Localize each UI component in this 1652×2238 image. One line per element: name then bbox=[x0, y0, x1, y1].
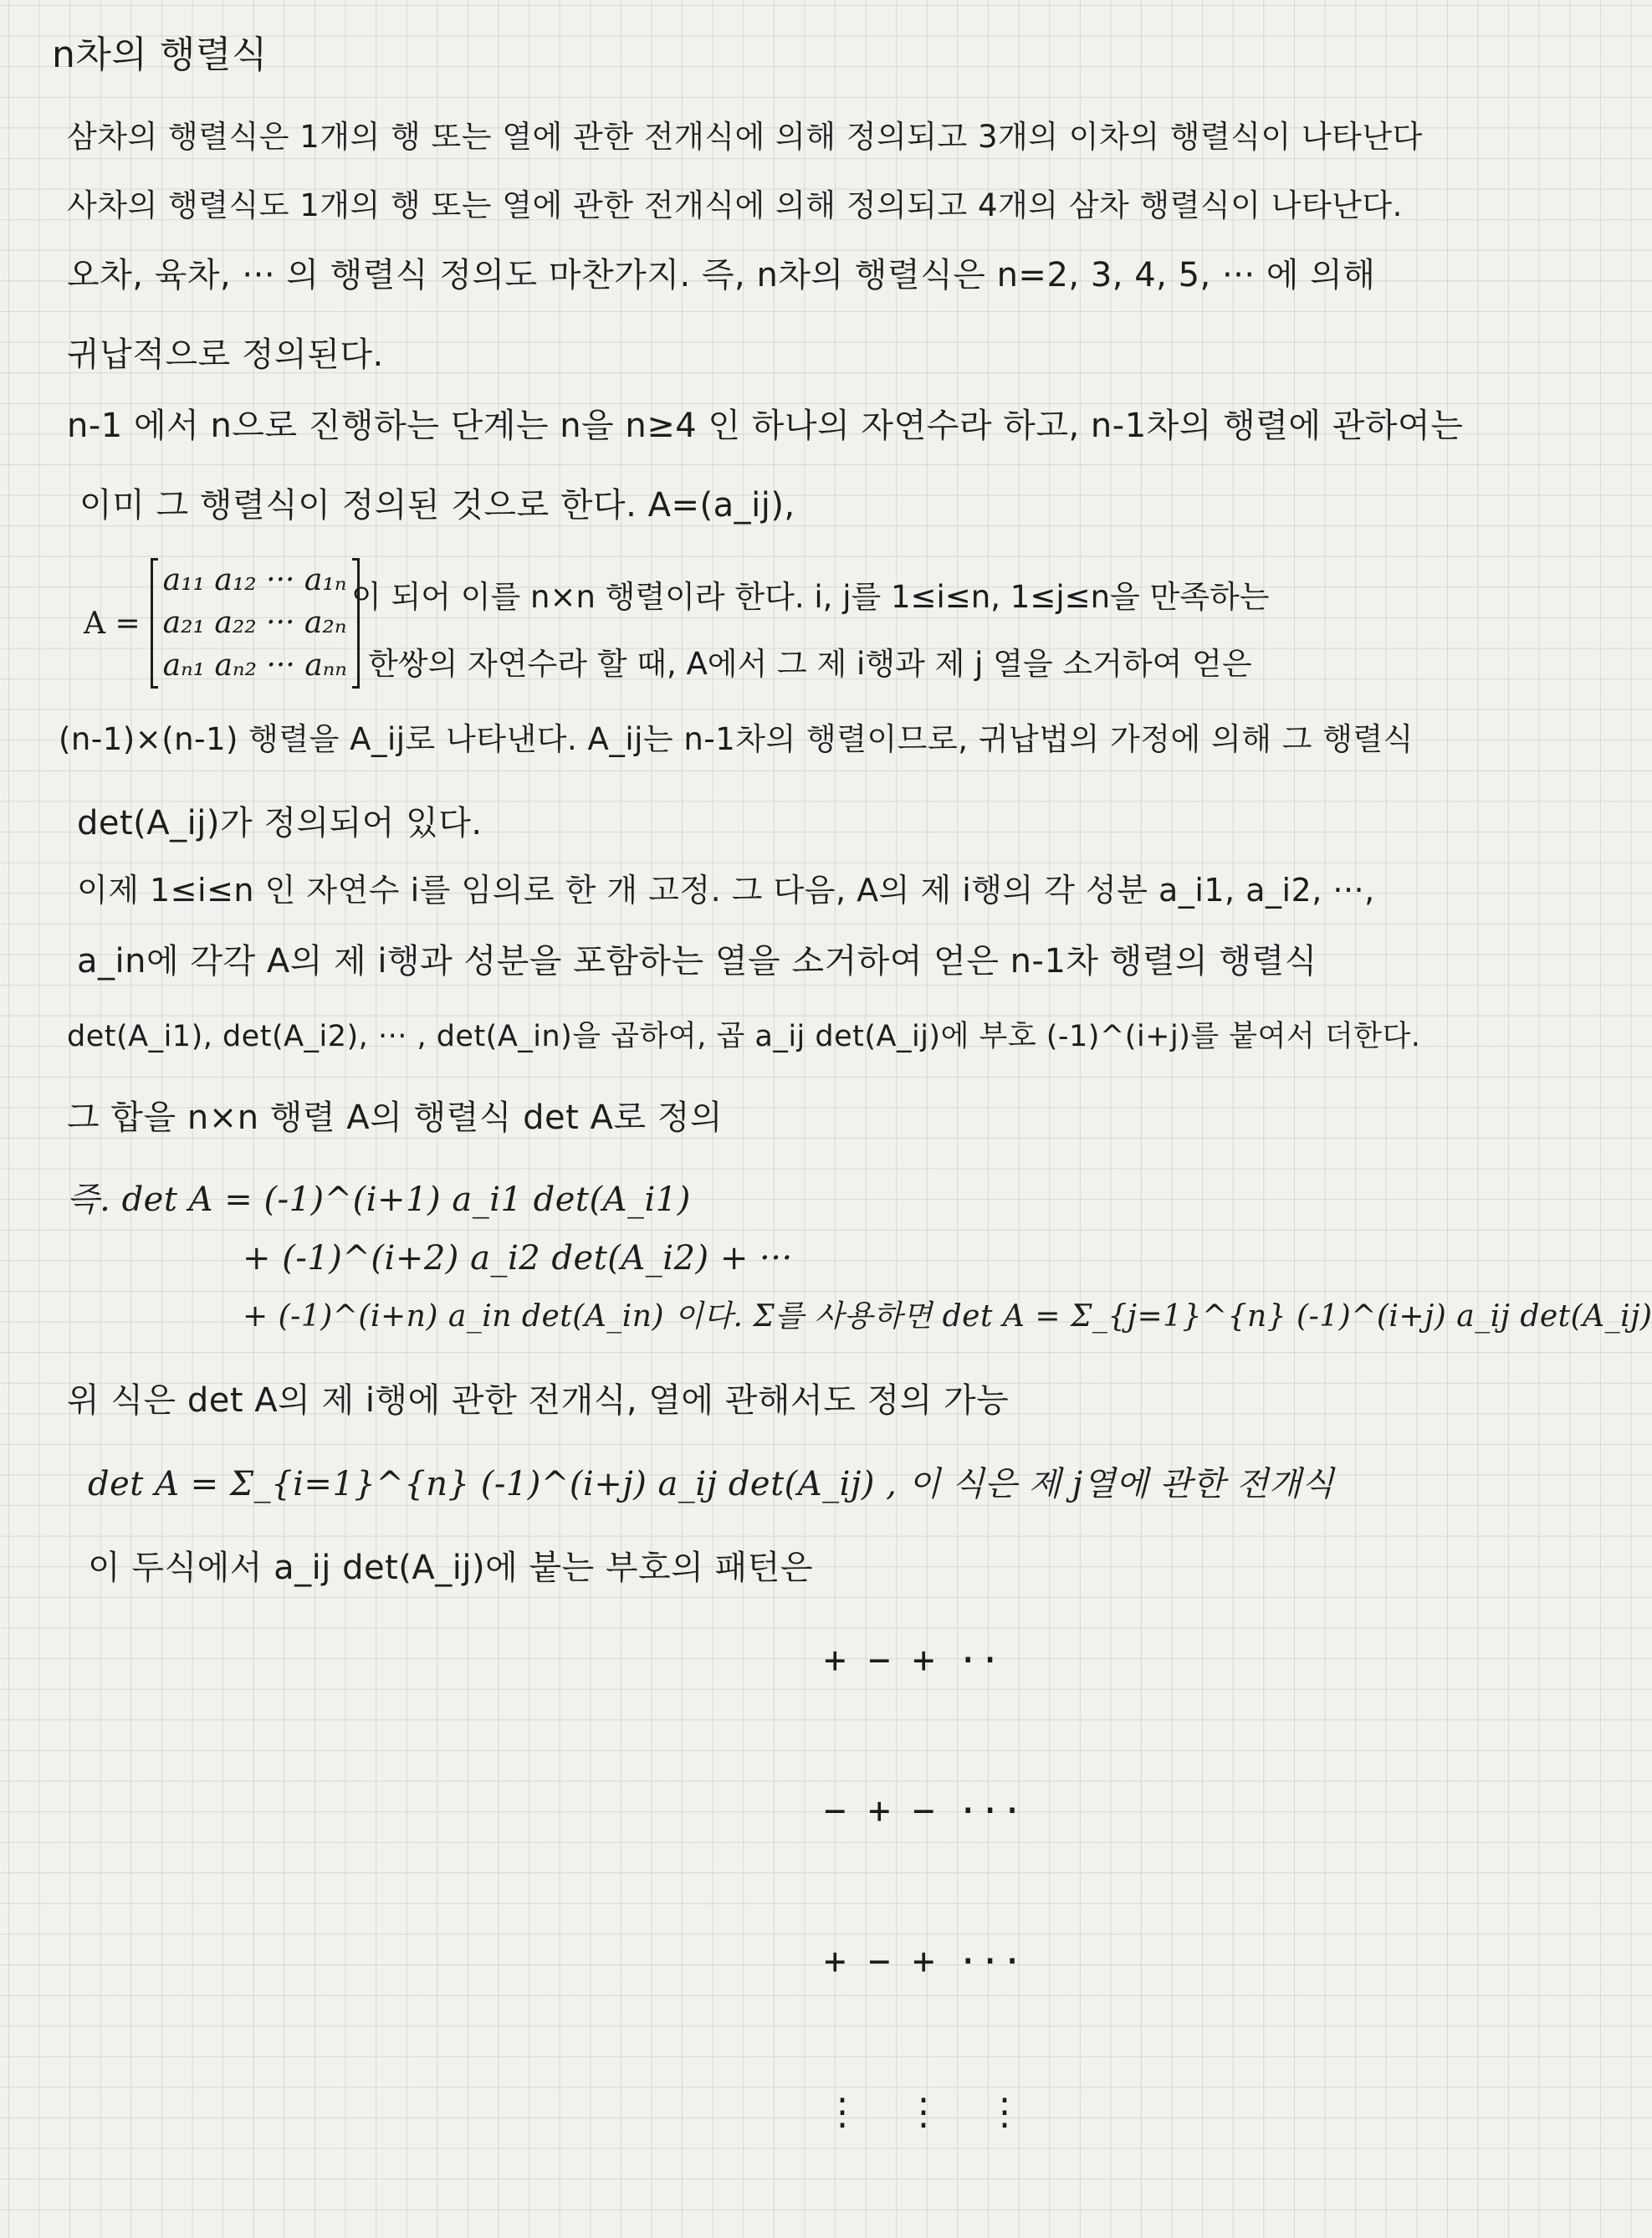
text-line: det(A_i1), det(A_i2), ··· , det(A_in)을 곱하여, 곱 a_ij det(A_ij)에 부호 (-1)^(i+j)를 붙여서 더한다. bbox=[67, 1020, 1421, 1053]
formula-line: det A = Σ_{i=1}^{n} (-1)^(i+j) a_ij det(A_ij) , 이 식은 제 j열에 관한 전개식 bbox=[88, 1465, 1335, 1503]
text-line: det(A_ij)가 정의되어 있다. bbox=[77, 804, 483, 842]
text-line: 이 되어 이를 n×n 행렬이라 한다. i, j를 1≤i≤n, 1≤j≤n을 만족하는 bbox=[351, 579, 1270, 615]
matrix-a bbox=[84, 552, 360, 694]
matrix-row: a₁₁ a₁₂ ··· a₁ₙ bbox=[162, 563, 347, 597]
text-line: a_in에 각각 A의 제 i행과 성분을 포함하는 열을 소거하여 얻은 n-1차 행렬의 행렬식 bbox=[77, 942, 1317, 981]
text-line: 그 합을 n×n 행렬 A의 행렬식 det A로 정의 bbox=[67, 1099, 724, 1137]
left-bracket bbox=[151, 558, 158, 689]
matrix-row: a₂₁ a₂₂ ··· a₂ₙ bbox=[162, 606, 347, 640]
page-title: n차의 행렬식 bbox=[52, 33, 268, 76]
text-line: 삼차의 행렬식은 1개의 행 또는 열에 관한 전개식에 의해 정의되고 3개의 이차의 행렬식이 나타난다 bbox=[67, 119, 1423, 155]
text-line: 사차의 행렬식도 1개의 행 또는 열에 관한 전개식에 의해 정의되고 4개의 삼차 행렬식이 나타난다. bbox=[67, 187, 1403, 223]
text-line: (n-1)×(n-1) 행렬을 A_ij로 나타낸다. A_ij는 n-1차의 행렬이므로, 귀납법의 가정에 의해 그 행렬식 bbox=[59, 721, 1414, 757]
text-line: 이미 그 행렬식이 정의된 것으로 한다. A=(a_ij), bbox=[79, 486, 795, 525]
matrix-rows bbox=[158, 561, 352, 686]
matrix-label: A = bbox=[84, 606, 141, 641]
formula-line: + (-1)^(i+n) a_in det(A_in) 이다. Σ를 사용하면 det A = Σ_{j=1}^{n} (-1)^(i+j) a_ij det(A_ij) bbox=[243, 1299, 1652, 1334]
sign-pattern bbox=[824, 1535, 1023, 2238]
sign-row: − + − ··· bbox=[824, 1790, 1024, 1832]
text-line: 오차, 육차, ··· 의 행렬식 정의도 마찬가지. 즉, n차의 행렬식은 n=2, 3, 4, 5, ··· 에 의해 bbox=[67, 256, 1376, 294]
text-line: 이 두식에서 a_ij det(A_ij)에 붙는 부호의 패턴은 bbox=[88, 1549, 813, 1587]
text-line: 이제 1≤i≤n 인 자연수 i를 임의로 한 개 고정. 그 다음, A의 제 i행의 각 성분 a_i1, a_i2, ···, bbox=[77, 872, 1375, 909]
text-line: 한쌍의 자연수라 할 때, A에서 그 제 i행과 제 j 열을 소거하여 얻은 bbox=[368, 646, 1252, 682]
matrix-row: aₙ₁ aₙ₂ ··· aₙₙ bbox=[162, 648, 347, 683]
text-line: 귀납적으로 정의된다. bbox=[67, 335, 384, 374]
text-line: n-1 에서 n으로 진행하는 단계는 n을 n≥4 인 하나의 자연수라 하고, n-1차의 행렬에 관하여는 bbox=[67, 407, 1464, 445]
text-line: 위 식은 det A의 제 i행에 관한 전개식, 열에 관해서도 정의 가능 bbox=[67, 1381, 1010, 1420]
sign-row: ⋮ ⋮ ⋮ bbox=[824, 2091, 1023, 2133]
formula-line: + (-1)^(i+2) a_i2 det(A_i2) + ··· bbox=[243, 1239, 793, 1278]
sign-row: + − + ··· bbox=[824, 1940, 1024, 1983]
formula-line: 즉. det A = (-1)^(i+1) a_i1 det(A_i1) bbox=[67, 1180, 691, 1219]
sign-row: + − + ·· bbox=[824, 1639, 1001, 1682]
